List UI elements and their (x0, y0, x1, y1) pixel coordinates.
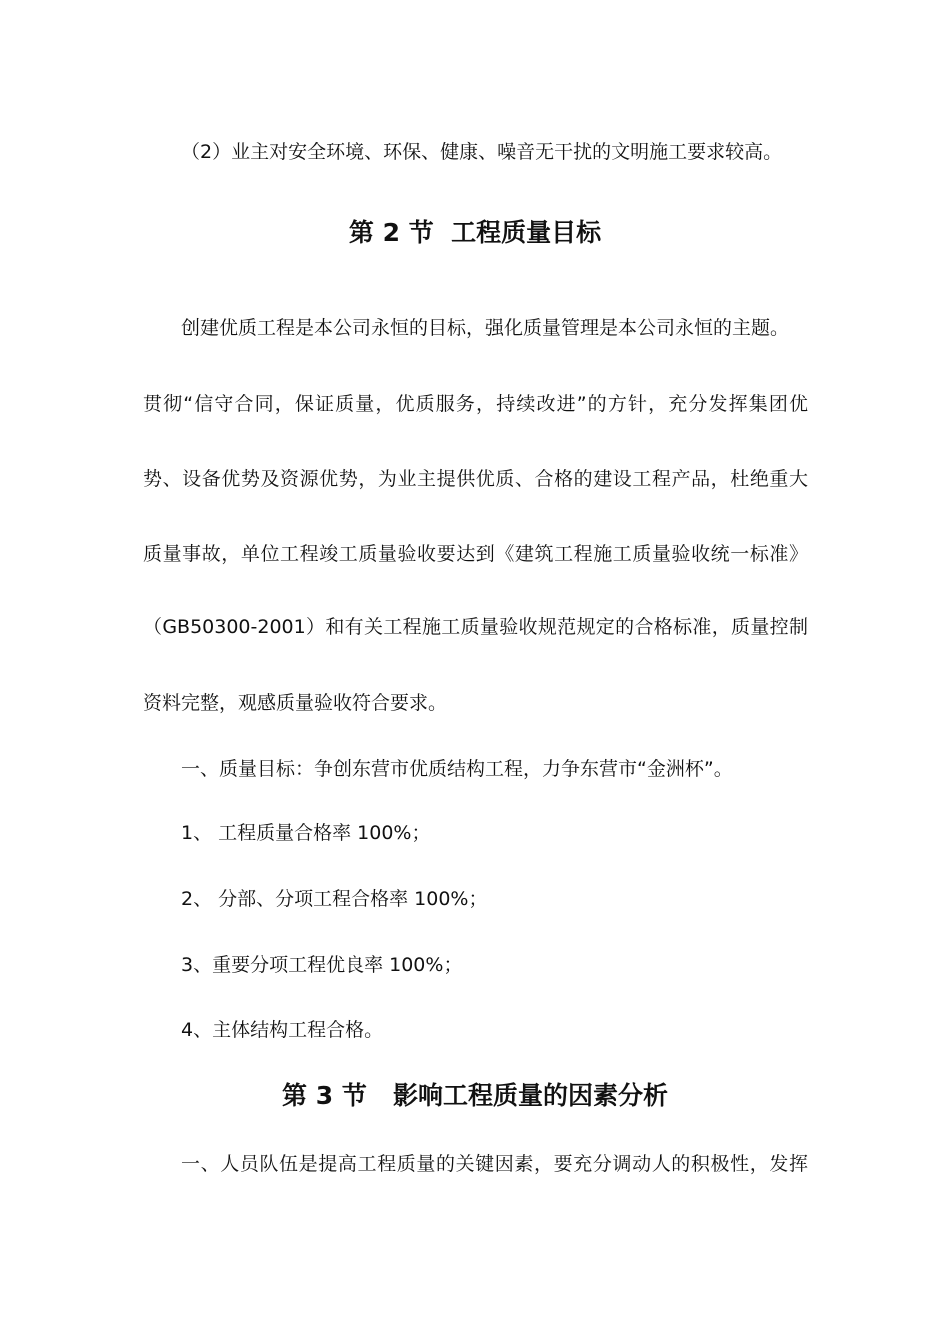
section-2-paragraph-line: 创建优质工程是本公司永恒的目标，强化质量管理是本公司永恒的主题。 (181, 317, 790, 339)
section-2-paragraph-line: （GB50300-2001）和有关工程施工质量验收规范规定的合格标准，质量控制 (143, 616, 808, 638)
quality-target-item: 2、 分部、分项工程合格率 100%； (181, 888, 488, 910)
quality-target-item: 4、主体结构工程合格。 (181, 1019, 384, 1041)
section-2-paragraph-line: 质量事故，单位工程竣工质量验收要达到《建筑工程施工质量验收统一标准》 (143, 543, 808, 565)
section-2-paragraph-line: 势、设备优势及资源优势，为业主提供优质、合格的建设工程产品，杜绝重大 (143, 468, 808, 490)
section-2-heading: 第 2 节 工程质量目标 (348, 218, 602, 247)
section-2-paragraph-line: 资料完整，观感质量验收符合要求。 (143, 692, 448, 714)
quality-target-item: 1、 工程质量合格率 100%； (181, 822, 431, 844)
quality-goal-line: 一、质量目标：争创东营市优质结构工程，力争东营市“金洲杯”。 (181, 758, 733, 780)
section-3-first-line: 一、人员队伍是提高工程质量的关键因素，要充分调动人的积极性，发挥 (181, 1153, 808, 1175)
section-2-paragraph-line: 贯彻“信守合同，保证质量，优质服务，持续改进”的方针，充分发挥集团优 (143, 393, 808, 415)
quality-target-item: 3、重要分项工程优良率 100%； (181, 954, 463, 976)
intro-line: （2）业主对安全环境、环保、健康、噪音无干扰的文明施工要求较高。 (181, 141, 783, 163)
section-3-heading: 第 3 节 影响工程质量的因素分析 (282, 1081, 668, 1110)
